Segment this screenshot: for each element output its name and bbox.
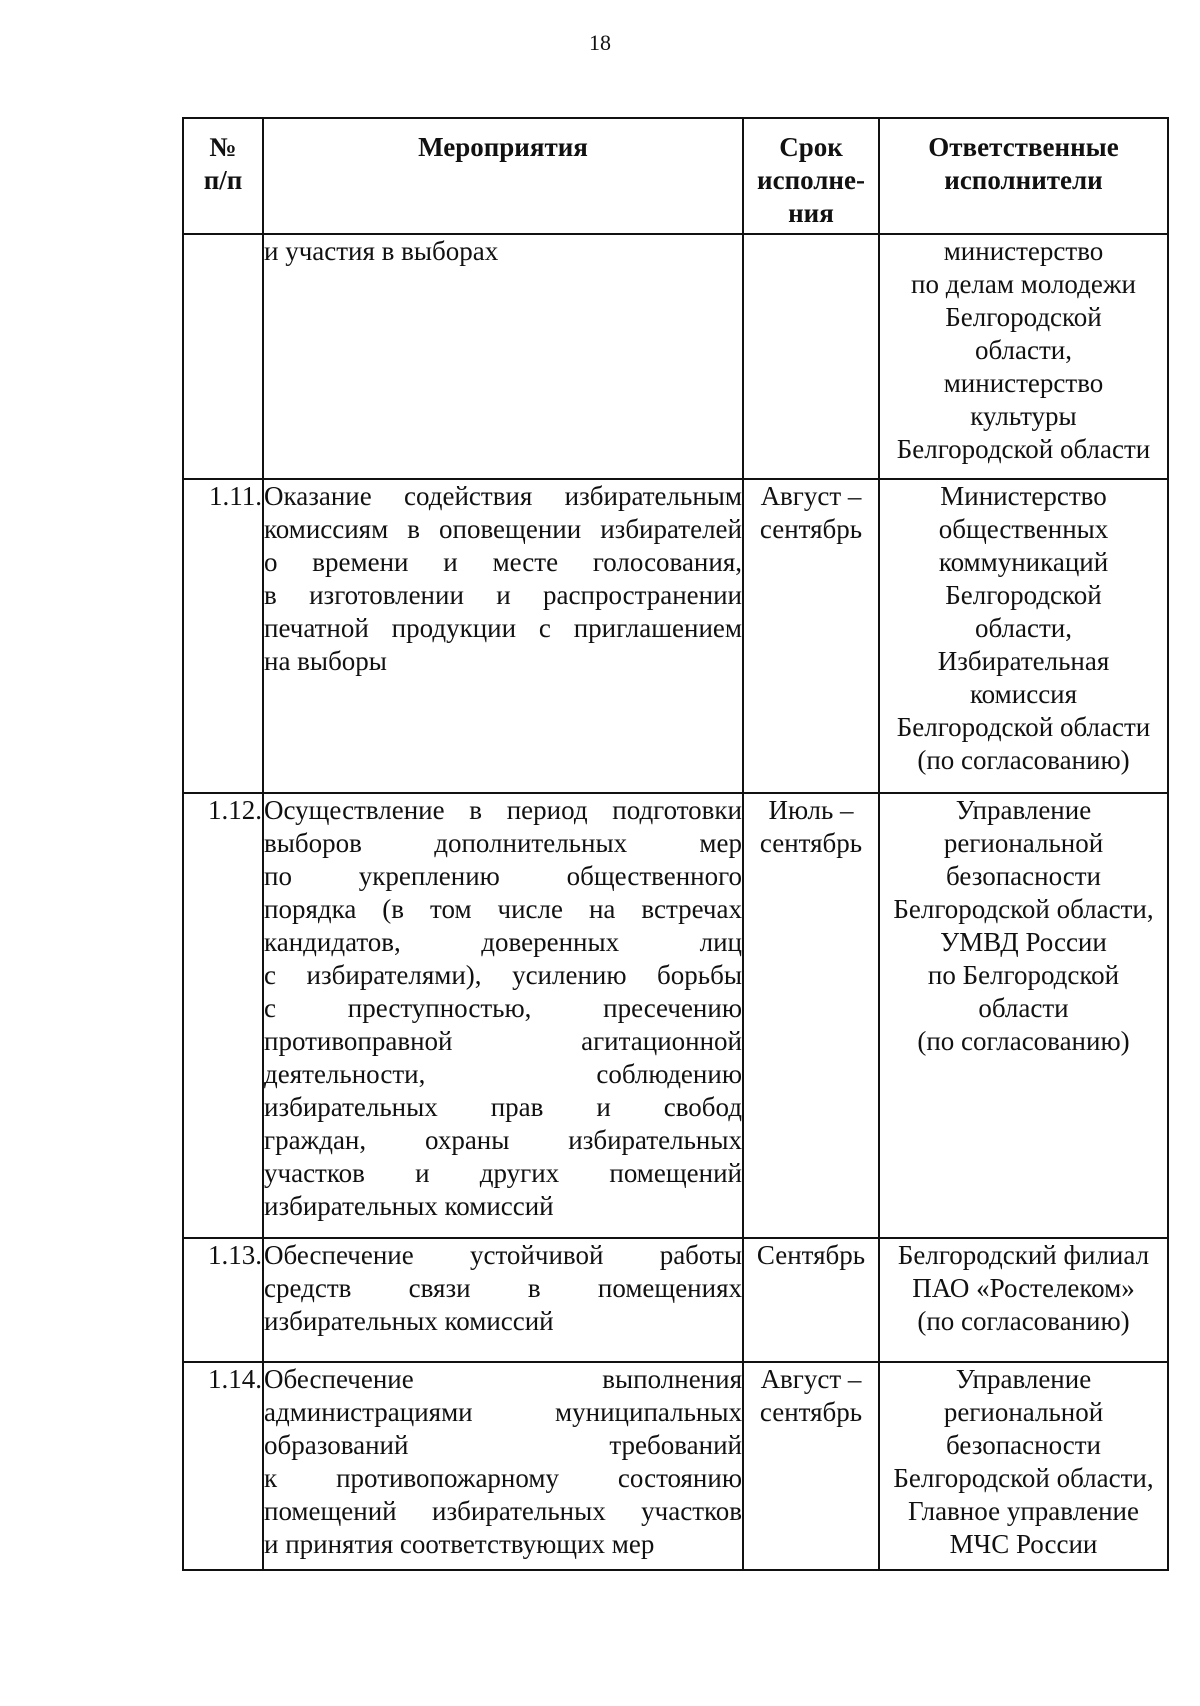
term-line: Сентябрь: [756, 1240, 866, 1270]
activity-line: Оказание содействия избирательным: [264, 481, 742, 511]
activity-line: на выборы: [264, 646, 387, 676]
term-line: Август –: [760, 1364, 862, 1394]
responsible-line: области,: [974, 335, 1072, 365]
responsible-line: Белгородской области: [896, 712, 1151, 742]
term-line: Август –: [760, 481, 862, 511]
responsible-cell: [879, 1362, 1168, 1570]
responsible-line: области,: [974, 613, 1072, 643]
header-activity: Мероприятия: [263, 118, 743, 234]
responsible-cell: [879, 479, 1168, 793]
responsible-line: культуры: [970, 401, 1077, 431]
activity-line: и принятия соответствующих мер: [264, 1529, 655, 1559]
responsible-line: Белгородской области,: [893, 894, 1154, 924]
responsible-line: Управление: [955, 1364, 1092, 1394]
activity-cell: [263, 1238, 743, 1362]
activity-line: Осуществление в период подготовки: [264, 795, 742, 825]
responsible-line: общественных: [938, 514, 1109, 544]
responsible-line: региональной: [943, 1397, 1104, 1427]
responsible-line: безопасности: [946, 861, 1101, 891]
responsible-line: Белгородской области,: [893, 1463, 1154, 1493]
activity-line: администрациями муниципальных: [264, 1397, 742, 1427]
activity-line: граждан, охраны избирательных: [264, 1125, 742, 1155]
responsible-line: Белгородской: [945, 580, 1102, 610]
activity-line: избирательных комиссий: [264, 1191, 554, 1221]
activity-line: о времени и месте голосования,: [264, 547, 742, 577]
responsible-line: по Белгородской: [927, 960, 1120, 990]
term-cell: [743, 793, 879, 1238]
activity-line: по укреплению общественного: [264, 861, 742, 891]
responsible-line: (по согласованию): [917, 1026, 1130, 1056]
responsible-line: Министерство: [940, 481, 1107, 511]
responsible-line: Избирательная: [937, 646, 1110, 676]
responsible-line: области: [978, 993, 1069, 1023]
activity-line: помещений избирательных участков: [264, 1496, 742, 1526]
responsible-line: министерство: [943, 368, 1104, 398]
responsible-line: министерство: [943, 236, 1104, 266]
header-term: Срок исполне- ния: [743, 118, 879, 234]
term-line: сентябрь: [759, 514, 863, 544]
responsible-line: Белгородской: [945, 302, 1102, 332]
responsible-line: УМВД России: [940, 927, 1107, 957]
responsible-line: (по согласованию): [917, 1306, 1130, 1336]
activities-table: [182, 117, 1169, 1571]
responsible-line: ПАО «Ростелеком»: [912, 1273, 1135, 1303]
row-number: 1.14.: [183, 1362, 263, 1570]
activity-line: и участия в выборах: [264, 236, 499, 266]
header-number: № п/п: [183, 118, 263, 234]
responsible-line: Управление: [955, 795, 1092, 825]
term-cell: [743, 479, 879, 793]
responsible-cell: [879, 234, 1168, 479]
activity-cell: [263, 479, 743, 793]
responsible-line: (по согласованию): [917, 745, 1130, 775]
activity-line: с избирателями), усилению борьбы: [264, 960, 742, 990]
page-number: 18: [589, 30, 611, 55]
responsible-line: комиссия: [969, 679, 1078, 709]
activity-line: с преступностью, пресечению: [264, 993, 742, 1023]
activity-line: печатной продукции с приглашением: [264, 613, 742, 643]
row-number: [183, 234, 263, 479]
responsible-line: безопасности: [946, 1430, 1101, 1460]
responsible-line: по делам молодежи: [911, 269, 1136, 299]
responsible-line: Белгородский филиал: [897, 1240, 1150, 1270]
activity-line: комиссиям в оповещении избирателей: [264, 514, 742, 544]
activity-line: противоправной агитационной: [264, 1026, 742, 1056]
table-row: [183, 479, 1168, 793]
responsible-line: коммуникаций: [938, 547, 1109, 577]
activity-line: образований требований: [264, 1430, 742, 1460]
term-line: сентябрь: [759, 828, 863, 858]
activity-line: Обеспечение выполнения: [264, 1364, 742, 1394]
activity-line: кандидатов, доверенных лиц: [264, 927, 742, 957]
activity-line: к противопожарному состоянию: [264, 1463, 742, 1493]
activity-line: в изготовлении и распространении: [264, 580, 742, 610]
table-header-row: [183, 118, 1168, 234]
table-row: [183, 1362, 1168, 1570]
activity-line: избирательных комиссий: [264, 1306, 554, 1336]
activity-line: порядка (в том числе на встречах: [264, 894, 742, 924]
responsible-cell: [879, 1238, 1168, 1362]
activity-line: средств связи в помещениях: [264, 1273, 742, 1303]
term-line: сентябрь: [759, 1397, 863, 1427]
row-number: 1.11.: [183, 479, 263, 793]
row-number: 1.12.: [183, 793, 263, 1238]
responsible-line: Главное управление: [908, 1496, 1139, 1526]
table-row: [183, 793, 1168, 1238]
activity-cell: [263, 234, 743, 479]
term-line: Июль –: [768, 795, 854, 825]
responsible-line: региональной: [943, 828, 1104, 858]
activity-line: участков и других помещений: [264, 1158, 742, 1188]
responsible-line: Белгородской области: [896, 434, 1151, 464]
activity-line: избирательных прав и свобод: [264, 1092, 742, 1122]
activity-cell: [263, 793, 743, 1238]
term-cell: [743, 1238, 879, 1362]
table-row: [183, 1238, 1168, 1362]
row-number: 1.13.: [183, 1238, 263, 1362]
responsible-cell: [879, 793, 1168, 1238]
activity-line: Обеспечение устойчивой работы: [264, 1240, 742, 1270]
responsible-line: МЧС России: [949, 1529, 1098, 1559]
header-responsible: Ответственные исполнители: [879, 118, 1168, 234]
term-cell: [743, 1362, 879, 1570]
activity-line: деятельности, соблюдению: [264, 1059, 742, 1089]
table-row: [183, 234, 1168, 479]
activity-cell: [263, 1362, 743, 1570]
term-cell: [743, 234, 879, 479]
activity-line: выборов дополнительных мер: [264, 828, 742, 858]
